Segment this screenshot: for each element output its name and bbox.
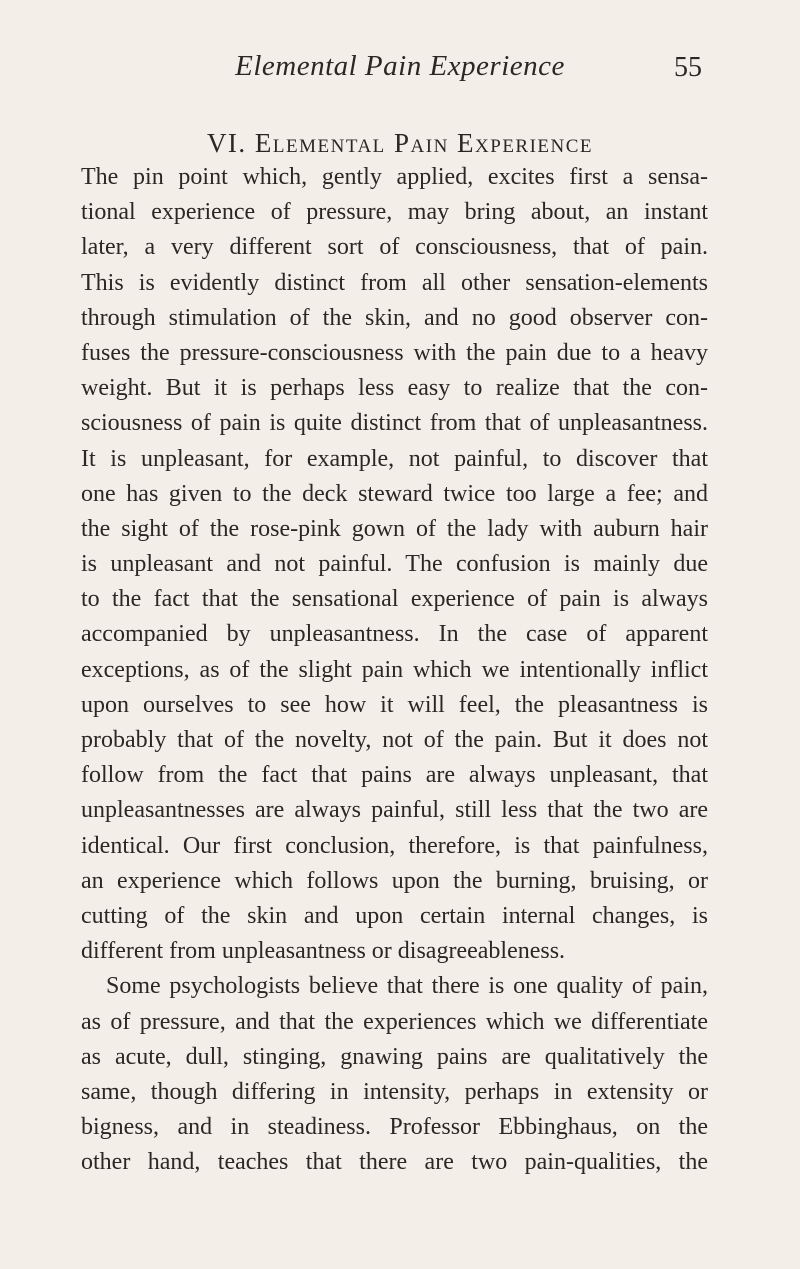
text-line: is unpleasant and not painful. The confusion is mainly due — [81, 551, 708, 578]
text-line: tional experience of pressure, may bring about, an instant — [81, 199, 708, 226]
running-title: Elemental Pain Experience — [235, 50, 565, 82]
page-number: 55 — [674, 52, 702, 83]
text-line: one has given to the deck steward twice too large a fee; and — [81, 480, 708, 507]
text-line: bigness, and in steadiness. Professor Ebbinghaus, on the — [81, 1114, 708, 1141]
text-line: follow from the fact that pains are always unpleasant, that — [81, 762, 708, 789]
text-line: the sight of the rose-pink gown of the lady with auburn hair — [81, 515, 708, 542]
text-line: different from unpleasantness or disagreeableness. — [81, 938, 566, 965]
text-line: sciousness of pain is quite distinct from that of unpleasantness. — [81, 410, 708, 437]
text-line: upon ourselves to see how it will feel, the pleasantness is — [81, 691, 708, 718]
text-line: an experience which follows upon the burning, bruising, or — [81, 867, 708, 894]
text-line: The pin point which, gently applied, excites first a sensa- — [81, 164, 708, 190]
text-line: as of pressure, and that the experiences which we differentiate — [81, 1008, 708, 1035]
text-line: other hand, teaches that there are two pain-qualities, the — [81, 1149, 708, 1176]
text-line: same, though differing in intensity, perhaps in extensity or — [81, 1078, 708, 1105]
text-line: weight. But it is perhaps less easy to realize that the con- — [81, 375, 708, 402]
chapter-heading: VI. Elemental Pain Experience — [206, 128, 594, 158]
text-line: unpleasantnesses are always painful, still less that the two are — [81, 797, 708, 824]
text-line: Some psychologists believe that there is one quality of pain, — [106, 973, 708, 1000]
body-text — [81, 160, 708, 1180]
text-line: later, a very different sort of consciousness, that of pain. — [81, 234, 708, 261]
text-line: as acute, dull, stinging, gnawing pains are qualitatively the — [81, 1043, 708, 1070]
text-line: It is unpleasant, for example, not painful, to discover that — [81, 445, 708, 472]
text-line: probably that of the novelty, not of the pain. But it does not — [81, 727, 708, 753]
text-line: through stimulation of the skin, and no good observer con- — [81, 304, 708, 331]
text-line: to the fact that the sensational experience of pain is always — [81, 586, 708, 613]
text-line: This is evidently distinct from all other sensation-elements — [81, 269, 708, 296]
running-head — [100, 44, 700, 88]
text-line: exceptions, as of the slight pain which we intentionally inflict — [81, 656, 708, 683]
text-line: identical. Our first conclusion, therefore, is that painfulness, — [81, 832, 708, 859]
text-line: fuses the pressure-consciousness with the pain due to a heavy — [81, 339, 708, 366]
paragraph-1 — [81, 160, 708, 969]
paragraph-2 — [81, 969, 708, 1180]
text-line: cutting of the skin and upon certain internal changes, is — [81, 902, 708, 929]
text-line: accompanied by unpleasantness. In the case of apparent — [81, 621, 708, 648]
